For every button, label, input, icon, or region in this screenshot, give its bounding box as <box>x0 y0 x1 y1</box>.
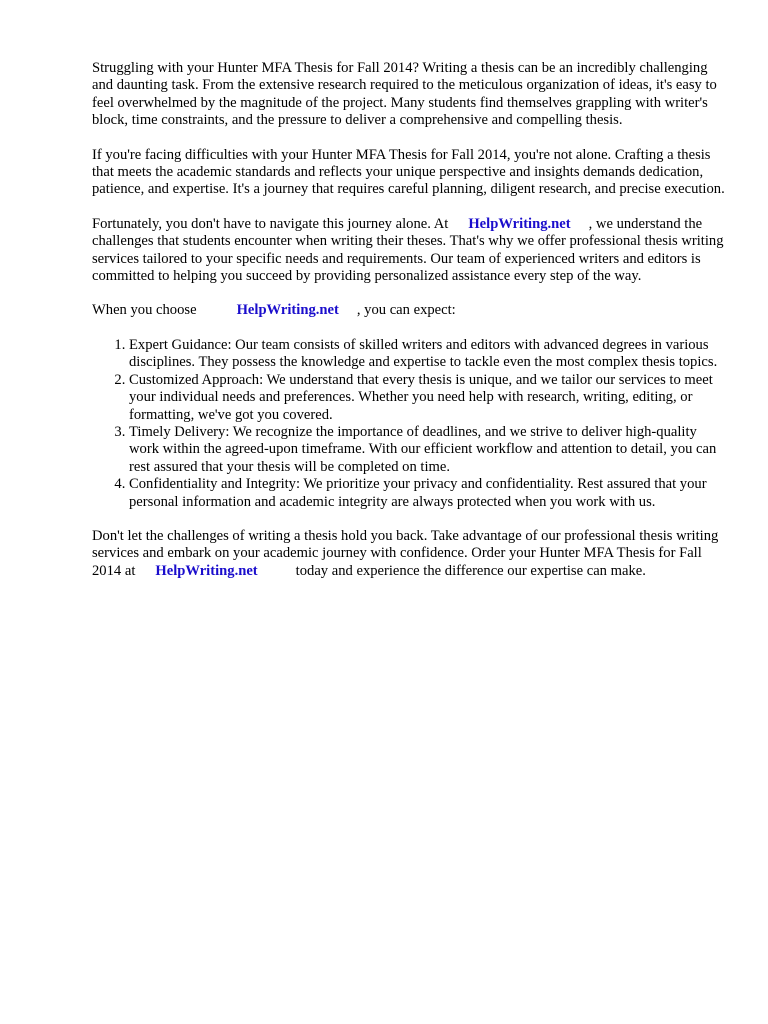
choose-text-after: , you can expect: <box>356 302 456 319</box>
third-paragraph <box>92 216 728 286</box>
choose-text-before: When you choose <box>92 302 197 319</box>
choose-paragraph <box>92 302 728 319</box>
helpwriting-link[interactable]: HelpWriting.net <box>155 562 258 579</box>
closing-paragraph <box>92 528 728 580</box>
intro-paragraph: Struggling with your Hunter MFA Thesis for Fall 2014? Writing a thesis can be an incredibly challenging and daunting task. From the extensive research required to the meticulous organization of ideas, it's easy to feel overwhelmed by the magnitude of the project. Many students find themselves grappling with writer's block, time constraints, and the pressure to deliver a comprehensive and compelling thesis. <box>92 60 717 129</box>
closing-text-before: Don't let the challenges of writing a thesis hold you back. Take advantage of our professional thesis writing services and embark on your academic journey with confidence. Order your Hunter MFA Thesis for Fall 2014 at <box>92 527 719 579</box>
helpwriting-link[interactable]: HelpWriting.net <box>468 215 571 232</box>
helpwriting-link[interactable]: HelpWriting.net <box>236 302 339 319</box>
benefits-list <box>92 337 728 511</box>
list-item: 3. Timely Delivery: We recognize the importance of deadlines, and we strive to deliver high-quality work within the agreed-upon timeframe. With our efficient workflow and attention to detail, you can rest assured that your thesis will be completed on time. <box>129 424 728 476</box>
closing-text-after: today and experience the difference our expertise can make. <box>295 562 646 579</box>
third-paragraph-text-before: Fortunately, you don't have to navigate this journey alone. At <box>92 215 449 232</box>
list-item: 2. Customized Approach: We understand that every thesis is unique, and we tailor our services to meet your individual needs and preferences. Whether you need help with research, writing, editing, or formatting, we've got you covered. <box>129 372 728 424</box>
list-item: 4. Confidentiality and Integrity: We prioritize your privacy and confidentiality. Rest assured that your personal information and academic integrity are always protected when you work with us. <box>129 476 728 511</box>
list-item: 1. Expert Guidance: Our team consists of skilled writers and editors with advanced degrees in various disciplines. They possess the knowledge and expertise to tackle even the most complex thesis topics. <box>129 337 728 372</box>
third-paragraph-text-after: , we understand the challenges that students encounter when writing their theses. That's why we offer professional thesis writing services tailored to your specific needs and requirements. Our team of experienced writers and editors is committed to helping you succeed by providing personalized assistance every step of the way. <box>92 215 724 285</box>
second-paragraph: If you're facing difficulties with your Hunter MFA Thesis for Fall 2014, you're not alone. Crafting a thesis that meets the academic standards and reflects your unique perspective and insights demands dedication, patience, and expertise. It's a journey that requires careful planning, diligent research, and precise execution. <box>92 146 725 198</box>
